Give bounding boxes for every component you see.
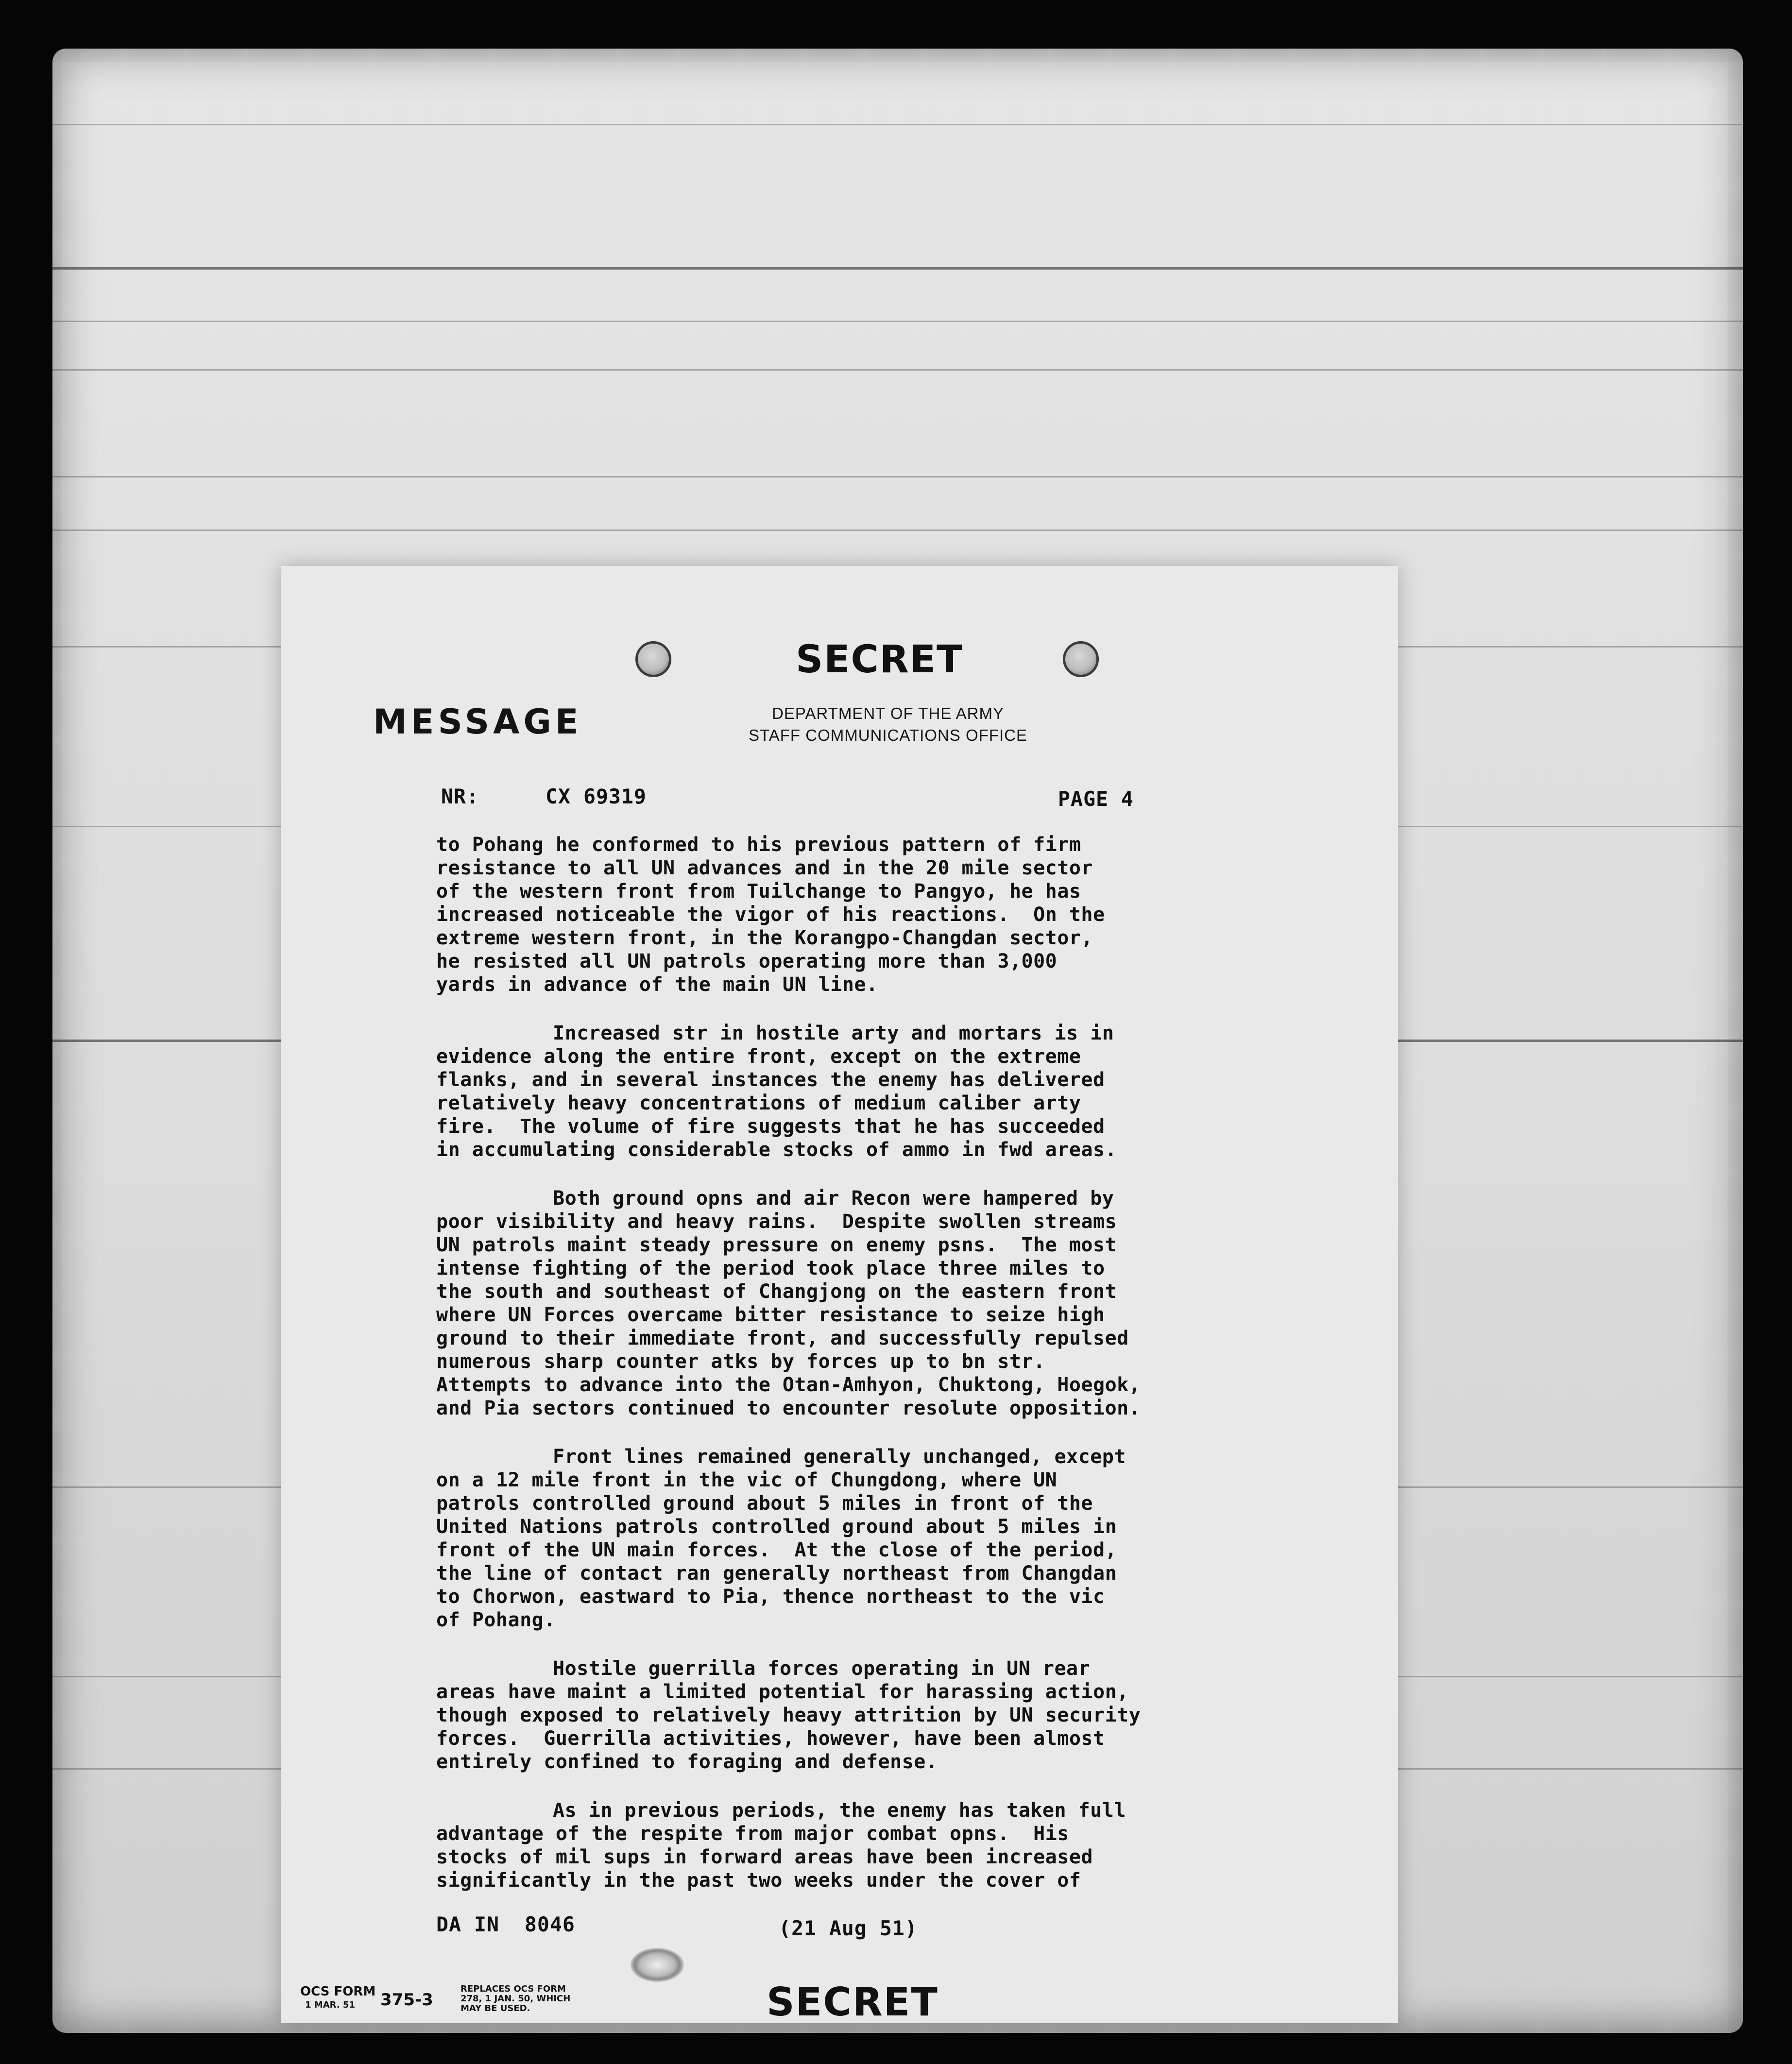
paragraph	[436, 1445, 1359, 1632]
department-line: DEPARTMENT OF THE ARMY	[772, 704, 1004, 722]
scan-artifact-line	[52, 267, 1743, 270]
text-line: front of the UN main forces. At the close of the period,	[436, 1539, 1117, 1561]
form-date: 1 MAR. 51	[305, 2000, 355, 2010]
text-line: yards in advance of the main UN line.	[436, 973, 878, 996]
text-line: areas have maint a limited potential for harassing action,	[436, 1681, 1129, 1703]
message-date: (21 Aug 51)	[779, 1916, 918, 1940]
text-line: forces. Guerrilla activities, however, have been almost	[436, 1727, 1105, 1750]
text-line: patrols controlled ground about 5 miles in front of the	[436, 1492, 1093, 1515]
punch-hole-right	[1063, 641, 1099, 677]
classification-stamp-top: SECRET	[796, 638, 964, 682]
text-line: Attempts to advance into the Otan-Amhyon, Chuktong, Hoegok,	[436, 1374, 1141, 1396]
text-line: poor visibility and heavy rains. Despite swollen streams	[436, 1211, 1117, 1233]
scan-artifact-line	[52, 321, 1743, 322]
text-line: on a 12 mile front in the vic of Chungdong, where UN	[436, 1469, 1058, 1491]
page-number: PAGE 4	[1058, 787, 1134, 811]
message-heading: MESSAGE	[373, 702, 582, 742]
nr-value: CX 69319	[546, 785, 647, 808]
text-line: entirely confined to foraging and defense.	[436, 1751, 938, 1773]
text-line: and Pia sectors continued to encounter resolute opposition.	[436, 1397, 1141, 1419]
text-line: significantly in the past two weeks under the cover of	[436, 1869, 1081, 1892]
scan-artifact-line	[52, 124, 1743, 125]
text-line: Increased str in hostile arty and mortars is in	[553, 1022, 1114, 1044]
scan-artifact-line	[52, 476, 1743, 478]
office-line: STAFF COMMUNICATIONS OFFICE	[749, 726, 1027, 744]
message-form-page	[281, 566, 1398, 2023]
text-line: he resisted all UN patrols operating more than 3,000	[436, 950, 1058, 972]
paragraph	[436, 1799, 1359, 1892]
text-line: though exposed to relatively heavy attrition by UN security	[436, 1704, 1141, 1726]
text-line: stocks of mil sups in forward areas have been increased	[436, 1846, 1093, 1868]
da-in-number: DA IN 8046	[436, 1912, 575, 1936]
message-body	[436, 833, 1359, 1917]
text-line: extreme western front, in the Korangpo-Changdan sector,	[436, 927, 1093, 949]
paragraph	[436, 833, 1359, 996]
text-line: of Pohang.	[436, 1609, 556, 1631]
form-identifier	[300, 1984, 601, 2023]
form-note-line: REPLACES OCS FORM	[461, 1984, 566, 1994]
text-line: fire. The volume of fire suggests that he has succeeded	[436, 1115, 1105, 1138]
text-line: Both ground opns and air Recon were hampered by	[553, 1187, 1114, 1210]
text-line: Hostile guerrilla forces operating in UN rear	[553, 1657, 1091, 1680]
nr-label: NR:	[441, 785, 479, 808]
text-line: evidence along the entire front, except on the extreme	[436, 1045, 1081, 1068]
form-label: OCS FORM	[300, 1984, 376, 1999]
classification-stamp-bottom: SECRET	[767, 1979, 939, 2025]
text-line: to Chorwon, eastward to Pia, thence northeast to the vic	[436, 1586, 1105, 1608]
paragraph	[436, 1187, 1359, 1420]
text-line: numerous sharp counter atks by forces up to bn str.	[436, 1350, 1045, 1373]
microfilm-frame	[52, 49, 1743, 2033]
text-line: flanks, and in several instances the enemy has delivered	[436, 1069, 1105, 1091]
text-line: of the western front from Tuilchange to Pangyo, he has	[436, 880, 1081, 903]
text-line: intense fighting of the period took place three miles to	[436, 1257, 1105, 1279]
text-line: Front lines remained generally unchanged, except	[553, 1446, 1126, 1468]
text-line: UN patrols maint steady pressure on enemy psns. The most	[436, 1234, 1117, 1256]
paragraph	[436, 1657, 1359, 1774]
form-number: 375-3	[380, 1990, 433, 2010]
scan-artifact-line	[52, 529, 1743, 531]
text-line: ground to their immediate front, and successfully repulsed	[436, 1327, 1129, 1349]
text-line: in accumulating considerable stocks of ammo in fwd areas.	[436, 1139, 1117, 1161]
scan-artifact-line	[52, 369, 1743, 371]
form-note	[461, 1984, 570, 2013]
text-line: the south and southeast of Changjong on the eastern front	[436, 1280, 1117, 1303]
text-line: where UN Forces overcame bitter resistance to seize high	[436, 1304, 1105, 1326]
text-line: resistance to all UN advances and in the 20 mile sector	[436, 857, 1093, 879]
form-note-line: 278, 1 JAN. 50, WHICH	[461, 1994, 571, 2004]
film-smudge	[631, 1948, 684, 1982]
paragraph	[436, 1022, 1359, 1161]
form-note-line: MAY BE USED.	[461, 2003, 530, 2013]
text-line: the line of contact ran generally northeast from Changdan	[436, 1562, 1117, 1585]
text-line: to Pohang he conformed to his previous pattern of firm	[436, 834, 1081, 856]
punch-hole-left	[635, 641, 671, 677]
text-line: advantage of the respite from major combat opns. His	[436, 1823, 1069, 1845]
text-line: United Nations patrols controlled ground about 5 miles in	[436, 1516, 1117, 1538]
text-line: increased noticeable the vigor of his reactions. On the	[436, 904, 1105, 926]
text-line: relatively heavy concentrations of medium caliber arty	[436, 1092, 1081, 1114]
text-line: As in previous periods, the enemy has taken full	[553, 1799, 1126, 1822]
